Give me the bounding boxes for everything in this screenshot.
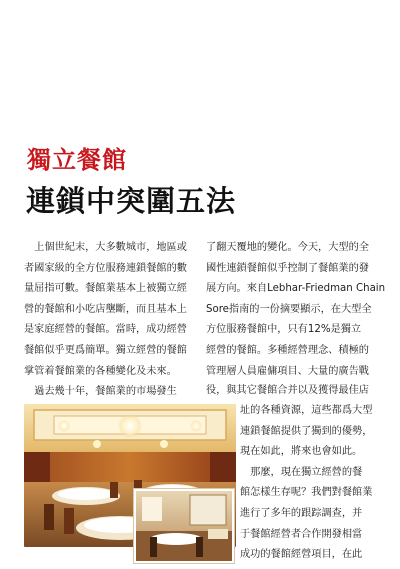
text-line: 經營的餐館。多種經營理念、積極的 bbox=[206, 344, 369, 356]
headline-line-1: 獨立餐館 bbox=[27, 145, 127, 174]
text-line: 現在如此，將來也會如此。 bbox=[240, 446, 363, 458]
text-line: 址的各種資源，這些都爲大型 bbox=[240, 405, 373, 416]
text-line: 那麼，現在獨立經營的餐 bbox=[240, 466, 363, 478]
article-left-column bbox=[24, 238, 202, 403]
headline-line-2: 連鎖中突圍五法 bbox=[26, 184, 237, 218]
text-line: 營的餐館和小吃店壟斷，而且基本上 bbox=[24, 303, 187, 315]
text-line: 于餐館經營者合作開發相當 bbox=[240, 528, 363, 540]
text-line: 連鎖餐館提供了獨到的優勢， bbox=[240, 425, 373, 437]
text-line: 進行了多年的跟踪調查，并 bbox=[240, 507, 363, 519]
article-right-column bbox=[206, 238, 388, 382]
text-line: 掌管着餐館業的各種變化及未來。 bbox=[24, 365, 177, 377]
text-line: 國性連鎖餐館似乎控制了餐館業的發 bbox=[206, 262, 369, 274]
text-line: Sore指南的一份摘要顯示，在大型全 bbox=[206, 303, 372, 315]
article-right-column-wrap bbox=[240, 401, 390, 566]
dining-room-inset-photo bbox=[134, 489, 234, 563]
text-line: 上個世紀末，大多數城市，地區或 bbox=[24, 242, 187, 253]
text-line: 過去幾十年，餐館業的市場發生 bbox=[24, 386, 177, 398]
text-line: 成功的餐館經營項目，在此 bbox=[240, 549, 363, 561]
text-line: 方位服務餐館中，只有12%是獨立 bbox=[206, 324, 362, 336]
text-line: 役，與其它餐館合并以及獲得最佳店 bbox=[206, 385, 369, 396]
text-line: 館怎樣生存呢？我們對餐館業 bbox=[240, 487, 373, 499]
text-line: 展方向。來自Lebhar-Friedman Chain bbox=[206, 283, 386, 295]
text-line: 餐館似乎更爲簡單。獨立經營的餐館 bbox=[24, 344, 187, 356]
text-line: 是家庭經營的餐館。當時，成功經營 bbox=[24, 324, 187, 336]
text-line: 者國家級的全方位服務連鎖餐館的數 bbox=[24, 262, 187, 274]
text-line: 了翻天覆地的變化。今天，大型的全 bbox=[206, 242, 369, 253]
text-line: 管理層人員雇傭項目、大量的廣告戰 bbox=[206, 365, 369, 377]
article-right-column-wrap bbox=[206, 381, 388, 402]
text-line: 量屈指可數。餐館業基本上被獨立經 bbox=[24, 283, 187, 295]
